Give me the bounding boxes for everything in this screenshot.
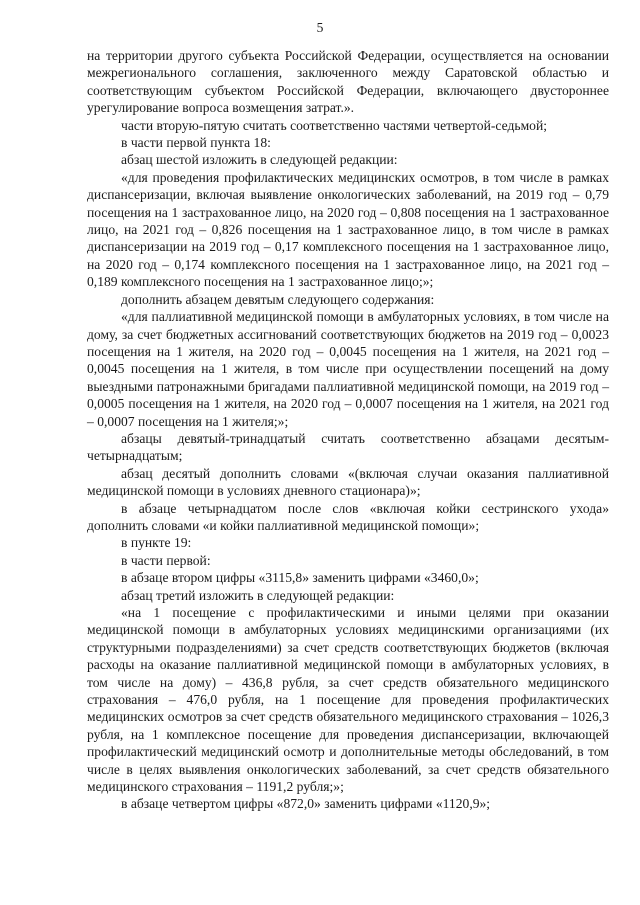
paragraph: «для паллиативной медицинской помощи в амбулаторных условиях, в том числе на дому, за счет бюджетных ассигнований соответствующих бюджетов на 2019 год – 0,0023 посещения на 1 жителя, на 2020 год – 0,0045 посещения на 1 жителя, на 2021 год – 0,0045 посещения на 1 жителя, в том числе при осуществлении посещений на дому выездными патронажными бригадами паллиативной медицинской помощи, на 2019 год – 0,0005 посещения на 1 жителя, на 2020 год – 0,0007 посещения на 1 жителя, на 2021 год – 0,0007 посещения на 1 жителя;»;	[87, 309, 609, 429]
paragraph: в абзаце четвертом цифры «872,0» заменить цифрами «1120,9»;	[121, 796, 491, 812]
paragraph: абзац шестой изложить в следующей редакции:	[121, 152, 398, 168]
paragraph: «для проведения профилактических медицинских осмотров, в том числе в рамках диспансеризации, включая выявление онкологических заболеваний, на 2019 год – 0,79 посещения на 1 застрахованное лицо, на 2020 год – 0,808 посещения на 1 застрахованное лицо, на 2021 год – 0,826 посещения на 1 застрахованное лицо, в том числе в рамках диспансеризации на 2019 год – 0,17 комплексного посещения на 1 застрахованное лицо, на 2020 год – 0,174 комплексного посещения на 1 застрахованное лицо, на 2021 год – 0,189 комплексного посещения на 1 застрахованное лицо;»;	[87, 169, 609, 290]
paragraph: в абзаце втором цифры «3115,8» заменить цифрами «3460,0»;	[121, 570, 479, 586]
paragraph: части вторую-пятую считать соответственно частями четвертой-седьмой;	[121, 117, 548, 133]
paragraph: абзац третий изложить в следующей редакции:	[121, 587, 395, 603]
paragraph: абзац десятый дополнить словами «(включая случаи оказания паллиативной медицинской помощи в условиях дневного стационара)»;	[87, 465, 609, 499]
paragraph: «на 1 посещение с профилактическими и иными целями при оказании медицинской помощи в амбулаторных условиях медицинскими организациями (их структурными подразделениями) за счет средств соответствующих бюджетов (включая расходы на оказание паллиативной медицинской помощи в амбулаторных условиях, в том числе на дому) – 436,8 рубля, за счет средств обязательного медицинского страхования – 476,0 рубля, на 1 посещение для проведения профилактических медицинских осмотров за счет средств обязательного медицинского страхования – 1026,3 рубля, на 1 комплексное посещение для проведения диспансеризации, включающей профилактический медицинский осмотр и дополнительные методы обследований, в том числе в целях выявления онкологических заболеваний, за счет средств обязательного медицинского страхования – 1191,2 рубля;»;	[87, 605, 609, 795]
paragraph: в абзаце четырнадцатом после слов «включая койки сестринского ухода» дополнить словами «и койки паллиативной медицинской помощи»;	[87, 500, 609, 533]
paragraph: дополнить абзацем девятым следующего содержания:	[121, 291, 435, 307]
document-body	[87, 47, 609, 813]
page-number: 5	[316, 20, 324, 35]
paragraph: на территории другого субъекта Российской Федерации, осуществляется на основании межрегионального соглашения, заключенного между Саратовской областью и соответствующим субъектом Российской Федерации, включающего двустороннее урегулирование вопроса возмещения затрат.».	[87, 48, 609, 116]
paragraph: в части первой пункта 18:	[121, 135, 271, 151]
paragraph: в части первой:	[121, 552, 211, 568]
paragraph: абзацы девятый-тринадцатый считать соответственно абзацами десятым-четырнадцатым;	[87, 430, 609, 464]
paragraph: в пункте 19:	[121, 535, 192, 551]
